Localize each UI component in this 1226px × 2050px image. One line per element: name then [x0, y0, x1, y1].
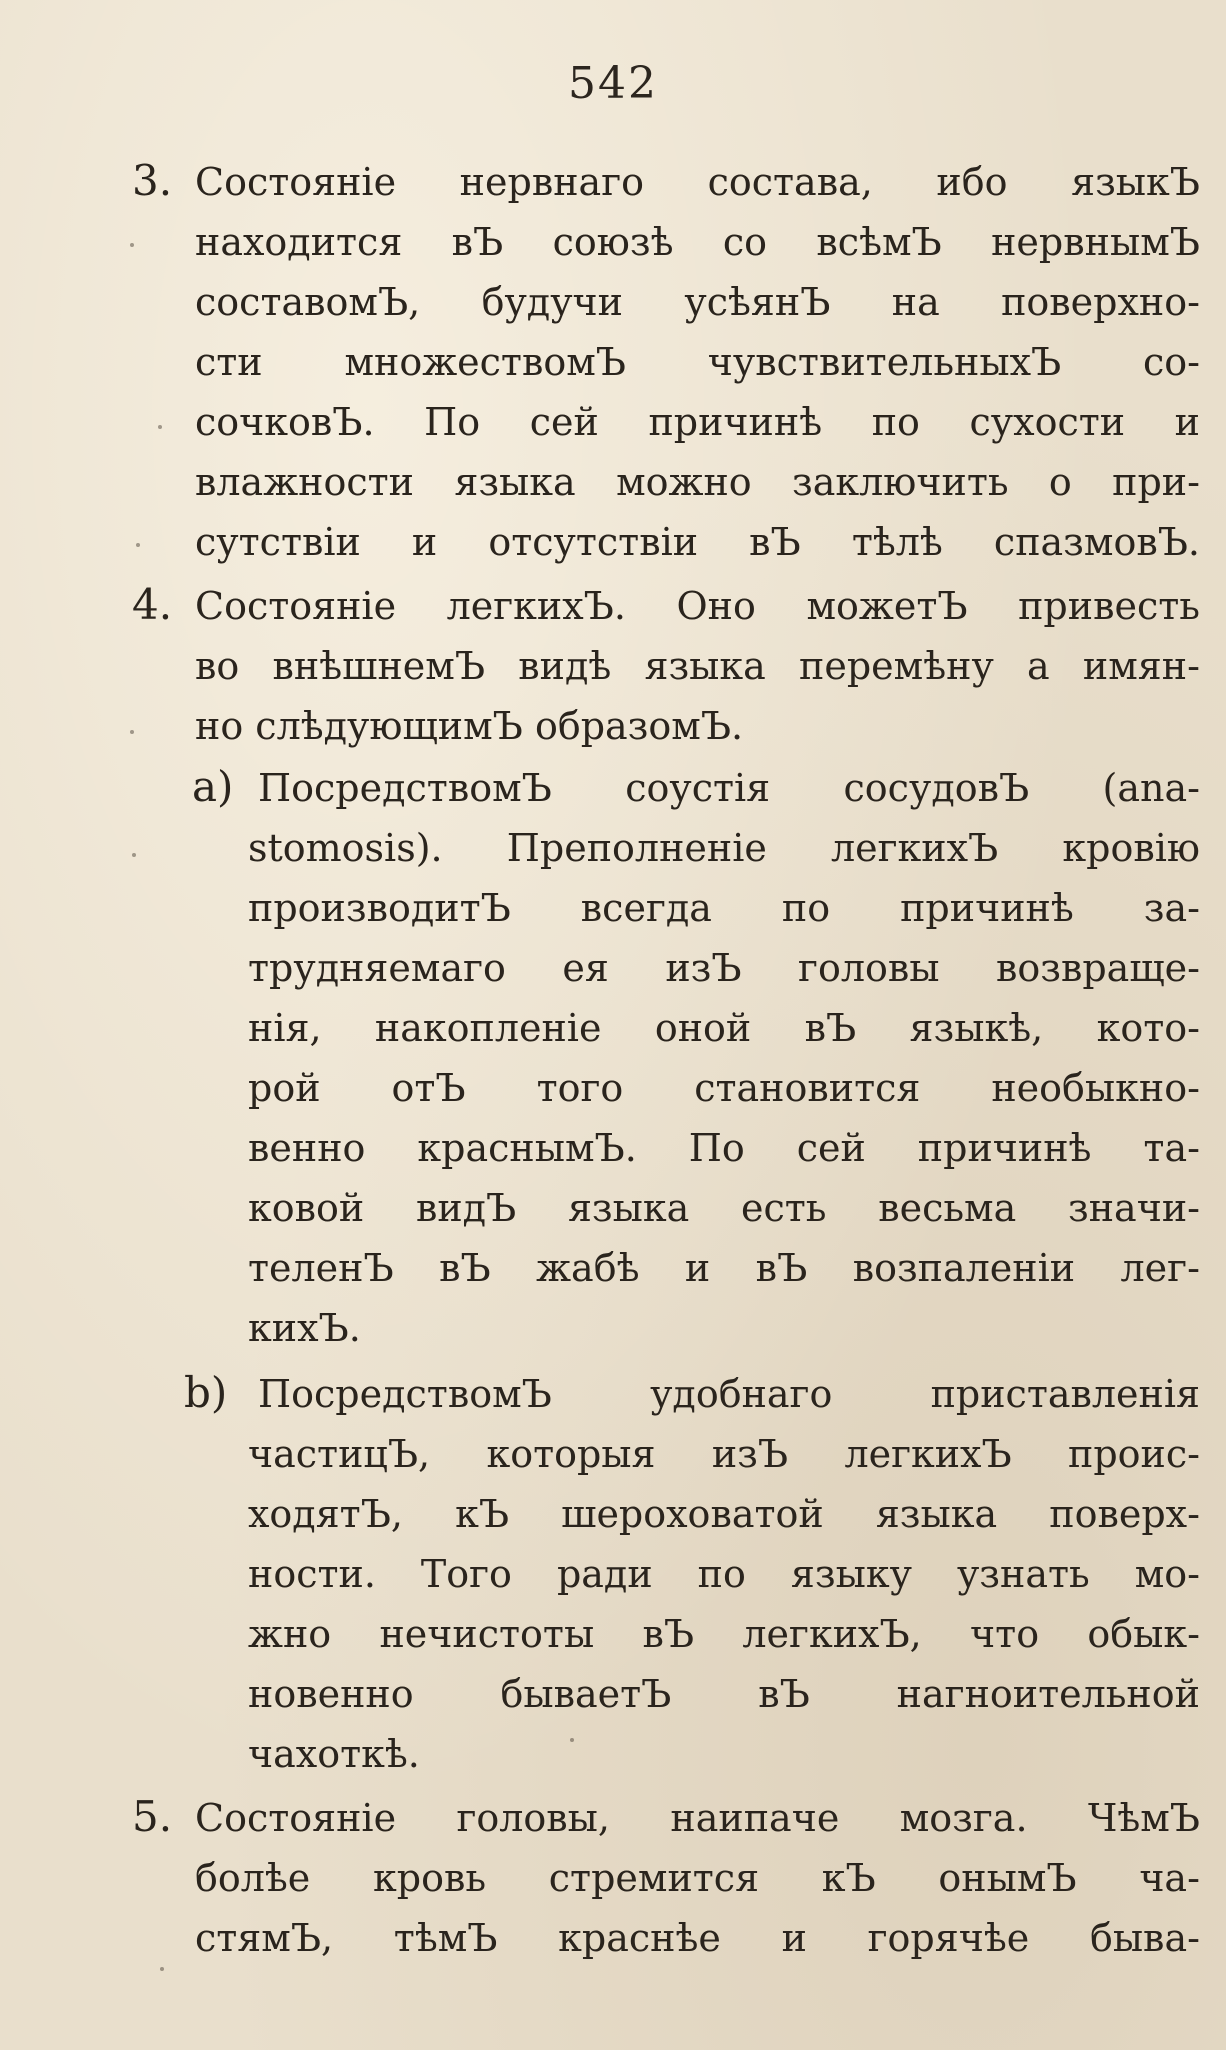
word: весьма: [878, 1186, 1017, 1230]
text-line: [195, 160, 1200, 204]
word: ности.: [248, 1552, 376, 1596]
word: венно: [248, 1126, 366, 1170]
text-line: [195, 460, 1200, 504]
word: та-: [1143, 1126, 1200, 1170]
word: спазмовЪ.: [993, 520, 1200, 564]
word: влажности: [195, 460, 414, 504]
word: ковой: [248, 1186, 365, 1230]
word: По: [688, 1126, 745, 1170]
word: узнать: [956, 1552, 1090, 1596]
word: привесть: [1018, 584, 1200, 628]
word: и: [1174, 400, 1200, 444]
word: вЪ: [642, 1612, 695, 1656]
word: ради: [556, 1552, 653, 1596]
text-line: [195, 1856, 1200, 1900]
paper-speck: [570, 1738, 574, 1742]
item-label-5: 5.: [132, 1792, 173, 1841]
word: проис-: [1068, 1432, 1200, 1476]
text-line: [248, 1672, 1200, 1716]
word: можно: [616, 460, 752, 504]
word: необыкно-: [991, 1066, 1200, 1110]
text-line: [195, 520, 1200, 564]
text-line: [195, 220, 1200, 264]
word: можетЪ: [806, 584, 968, 628]
word: онымЪ: [938, 1856, 1077, 1900]
word: вЪ: [749, 520, 801, 564]
word: бываетЪ: [500, 1672, 672, 1716]
text-line: [195, 1796, 1200, 1840]
page-number: 542: [568, 58, 658, 109]
text-line: [248, 1552, 1200, 1596]
word: стремится: [548, 1856, 760, 1900]
text-line: [248, 1246, 1200, 1290]
word: поверхно-: [1001, 280, 1200, 324]
text-line: [195, 644, 1200, 688]
paper-speck: [160, 1967, 164, 1971]
word: шероховатой: [561, 1492, 824, 1536]
text-line: чахоткѣ.: [248, 1732, 420, 1776]
word: языкЪ: [1071, 160, 1200, 204]
word: сей: [529, 400, 599, 444]
word: горячѣе: [867, 1916, 1030, 1960]
word: жно: [248, 1612, 332, 1656]
word: значи-: [1067, 1186, 1200, 1230]
word: жабѣ: [536, 1246, 640, 1290]
word: новенно: [248, 1672, 414, 1716]
word: перемѣну: [799, 644, 994, 688]
word: всѣмЪ: [816, 220, 942, 264]
word: обык-: [1087, 1612, 1200, 1656]
text-line: [248, 826, 1200, 870]
word: видѣ: [518, 644, 612, 688]
word: и: [411, 520, 438, 564]
word: stomosis).: [248, 826, 443, 870]
word: кото-: [1096, 1006, 1200, 1050]
text-line: [248, 1006, 1200, 1050]
text-line: [195, 280, 1200, 324]
word: нагноительной: [896, 1672, 1200, 1716]
item-label-3: 3.: [132, 156, 173, 205]
word: а: [1027, 644, 1050, 688]
word: того: [536, 1066, 624, 1110]
word: при-: [1112, 460, 1200, 504]
word: вЪ: [439, 1246, 491, 1290]
word: по: [871, 400, 920, 444]
word: и: [684, 1246, 711, 1290]
word: на: [891, 280, 940, 324]
word: возпаленiи: [852, 1246, 1076, 1290]
word: со: [722, 220, 768, 264]
word: частицЪ,: [248, 1432, 431, 1476]
text-line: [248, 946, 1200, 990]
word: производитЪ: [248, 886, 511, 930]
word: языка: [567, 1186, 690, 1230]
word: трудняемаго: [248, 946, 506, 990]
word: заключить: [792, 460, 1009, 504]
word: вЪ: [758, 1672, 810, 1716]
text-line: [195, 400, 1200, 444]
text-line: [248, 1126, 1200, 1170]
text-line: [258, 1372, 1200, 1416]
word: ПосредствомЪ: [258, 766, 552, 810]
word: болѣе: [195, 1856, 311, 1900]
word: возвраще-: [995, 946, 1200, 990]
word: ча-: [1139, 1856, 1200, 1900]
word: Состоянiе: [195, 584, 397, 628]
word: языка: [454, 460, 576, 504]
word: (ana-: [1102, 766, 1200, 810]
word: сухости: [969, 400, 1126, 444]
word: есть: [741, 1186, 827, 1230]
word: Преполненiе: [506, 826, 767, 870]
paper-speck: [136, 543, 140, 547]
text-line: [248, 886, 1200, 930]
text-line: [248, 1612, 1200, 1656]
word: усѣянЪ: [684, 280, 831, 324]
word: кровь: [373, 1856, 487, 1900]
word: краснѣе: [558, 1916, 721, 1960]
word: нечистоты: [379, 1612, 595, 1656]
word: причинѣ: [900, 886, 1074, 930]
text-line: [248, 1432, 1200, 1476]
word: состава,: [707, 160, 873, 204]
word: языка: [644, 644, 766, 688]
word: кЪ: [455, 1492, 510, 1536]
word: удобнаго: [650, 1372, 833, 1416]
word: отЪ: [391, 1066, 466, 1110]
word: поверх-: [1049, 1492, 1200, 1536]
word: по: [781, 886, 831, 930]
word: вЪ: [804, 1006, 857, 1050]
word: чувствительныхЪ: [707, 340, 1062, 384]
word: легкихЪ: [831, 826, 999, 870]
text-line: [248, 1492, 1200, 1536]
word: изЪ: [665, 946, 742, 990]
word: приставленiя: [930, 1372, 1200, 1416]
word: языку: [790, 1552, 912, 1596]
word: соустiя: [625, 766, 771, 810]
word: вЪ: [451, 220, 504, 264]
word: сочковЪ.: [195, 400, 375, 444]
paper-speck: [130, 243, 134, 247]
text-line: но слѣдующимЪ образомЪ.: [195, 704, 744, 748]
word: за-: [1143, 886, 1200, 930]
word: что: [970, 1612, 1040, 1656]
word: тѣмЪ: [393, 1916, 498, 1960]
text-line: [195, 340, 1200, 384]
word: внѣшнемЪ: [272, 644, 486, 688]
word: по: [697, 1552, 746, 1596]
paper-speck: [132, 853, 136, 857]
word: Состоянiе: [195, 160, 397, 204]
word: мозга.: [899, 1796, 1028, 1840]
text-line: [195, 584, 1200, 628]
text-line: [248, 1186, 1200, 1230]
word: оной: [654, 1006, 752, 1050]
word: языкѣ,: [909, 1006, 1044, 1050]
word: которыя: [486, 1432, 656, 1476]
word: и: [781, 1916, 807, 1960]
paper-speck: [130, 730, 134, 734]
word: Состоянiе: [195, 1796, 397, 1840]
word: сосудовЪ: [843, 766, 1030, 810]
word: ПосредствомЪ: [258, 1372, 552, 1416]
word: сей: [796, 1126, 866, 1170]
word: нiя,: [248, 1006, 322, 1050]
word: мо-: [1134, 1552, 1200, 1596]
word: будучи: [481, 280, 624, 324]
word: краснымЪ.: [417, 1126, 637, 1170]
word: головы,: [456, 1796, 611, 1840]
word: ходятЪ,: [248, 1492, 403, 1536]
word: составомЪ,: [195, 280, 421, 324]
word: ибо: [936, 160, 1008, 204]
word: легкихЪ: [844, 1432, 1012, 1476]
word: о: [1048, 460, 1072, 504]
text-line: кихЪ.: [248, 1306, 361, 1350]
word: ЧѣмЪ: [1087, 1796, 1200, 1840]
word: Оно: [676, 584, 756, 628]
word: множествомЪ: [344, 340, 626, 384]
word: всегда: [580, 886, 712, 930]
word: изЪ: [711, 1432, 789, 1476]
item-label-4: 4.: [132, 580, 173, 629]
word: кЪ: [821, 1856, 876, 1900]
word: становится: [694, 1066, 921, 1110]
word: сти: [195, 340, 263, 384]
word: нервнаго: [459, 160, 644, 204]
word: По: [424, 400, 481, 444]
word: причинѣ: [648, 400, 823, 444]
word: вЪ: [755, 1246, 808, 1290]
word: накопленiе: [374, 1006, 602, 1050]
word: легкихЪ,: [742, 1612, 922, 1656]
word: имян-: [1082, 644, 1200, 688]
word: языка: [875, 1492, 998, 1536]
word: теленЪ: [248, 1246, 394, 1290]
word: видЪ: [415, 1186, 517, 1230]
word: лег-: [1120, 1246, 1200, 1290]
item-label-b: b): [184, 1368, 228, 1417]
word: стямЪ,: [195, 1916, 334, 1960]
word: рой: [248, 1066, 321, 1110]
word: тѣлѣ: [851, 520, 943, 564]
word: быва-: [1089, 1916, 1200, 1960]
word: сутствiи: [195, 520, 361, 564]
text-line: [258, 766, 1200, 810]
word: ея: [562, 946, 609, 990]
word: головы: [798, 946, 940, 990]
word: союзѣ: [552, 220, 674, 264]
word: со-: [1143, 340, 1200, 384]
word: причинѣ: [917, 1126, 1092, 1170]
text-line: [248, 1066, 1200, 1110]
item-label-a: a): [192, 762, 234, 811]
word: наипаче: [670, 1796, 840, 1840]
word: во: [195, 644, 240, 688]
paper-speck: [158, 425, 162, 429]
word: находится: [195, 220, 403, 264]
word: легкихЪ.: [446, 584, 626, 628]
word: Того: [420, 1552, 512, 1596]
word: нервнымЪ: [991, 220, 1200, 264]
text-line: [195, 1916, 1200, 1960]
word: отсутствiи: [488, 520, 699, 564]
word: кровiю: [1062, 826, 1200, 870]
